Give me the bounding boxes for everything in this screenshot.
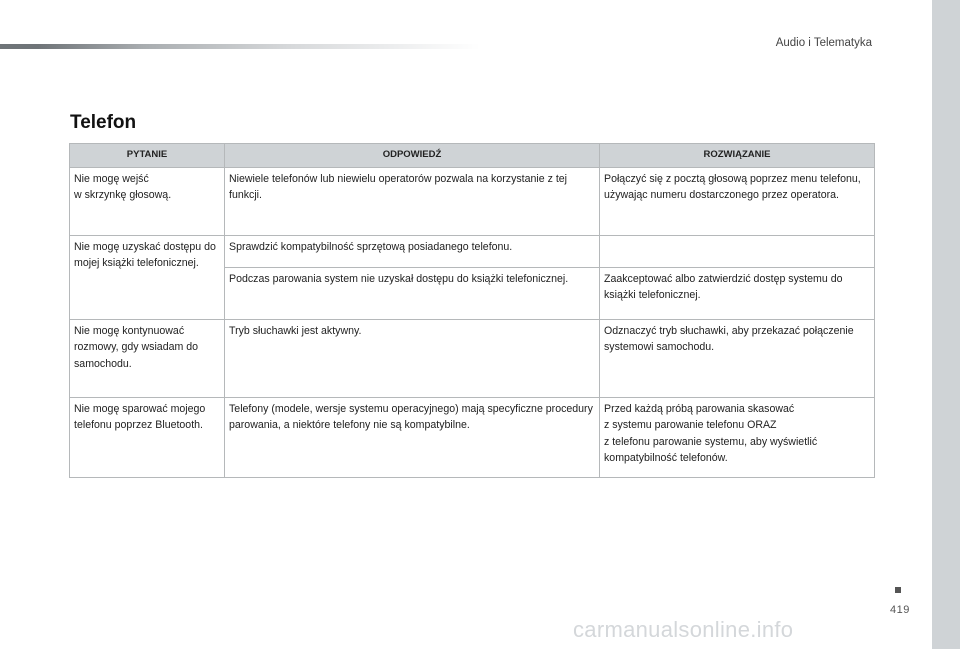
solution-text: Odznaczyć tryb słuchawki, aby przekazać połączenie systemowi samochodu. [604, 324, 854, 353]
question-cell [70, 235, 225, 319]
answer-cell [225, 267, 600, 319]
solution-cell [600, 167, 875, 235]
question-text: Nie mogę wejść w skrzynkę głosową. [74, 172, 172, 201]
column-header-solution: ROZWIĄZANIE [600, 144, 875, 168]
page-marker-square [895, 587, 901, 593]
column-header-answer: ODPOWIEDŹ [225, 144, 600, 168]
table-row [70, 235, 875, 267]
answer-cell [225, 167, 600, 235]
solution-cell [600, 267, 875, 319]
faq-table [69, 143, 875, 478]
table-row [70, 319, 875, 397]
header-gradient-bar [0, 44, 480, 49]
answer-text: Sprawdzić kompatybilność sprzętową posiadanego telefonu. [229, 240, 513, 253]
answer-text: Telefony (modele, wersje systemu operacyjnego) mają specyficzne procedury parowania, a niektóre telefony nie są kompatybilne. [229, 402, 593, 431]
answer-cell [225, 235, 600, 267]
right-margin-strip [932, 0, 960, 649]
page-number: 419 [890, 604, 910, 616]
answer-cell [225, 397, 600, 477]
answer-cell [225, 319, 600, 397]
question-cell [70, 397, 225, 477]
section-title: Audio i Telematyka [775, 37, 872, 49]
solution-cell [600, 235, 875, 267]
solution-text: Połączyć się z pocztą głosową poprzez menu telefonu, używając numeru dostarczonego przez operatora. [604, 172, 861, 201]
solution-text: Przed każdą próbą parowania skasować z systemu parowanie telefonu ORAZ z telefonu parowanie systemu, aby wyświetlić kompatybilność telefonów. [604, 402, 818, 464]
column-header-question: PYTANIE [70, 144, 225, 168]
solution-cell [600, 319, 875, 397]
page-title: Telefon [70, 112, 137, 133]
watermark: carmanualsonline.info [573, 617, 794, 642]
table-row [70, 397, 875, 477]
question-text: Nie mogę uzyskać dostępu do mojej książki telefonicznej. [74, 240, 216, 269]
solution-cell [600, 397, 875, 477]
table-row [70, 167, 875, 235]
solution-text: Zaakceptować albo zatwierdzić dostęp systemu do książki telefonicznej. [604, 272, 843, 301]
answer-text: Niewiele telefonów lub niewielu operatorów pozwala na korzystanie z tej funkcji. [229, 172, 568, 201]
question-cell [70, 167, 225, 235]
question-cell [70, 319, 225, 397]
question-text: Nie mogę kontynuować rozmowy, gdy wsiadam do samochodu. [74, 324, 199, 370]
answer-text: Tryb słuchawki jest aktywny. [229, 324, 362, 337]
answer-text: Podczas parowania system nie uzyskał dostępu do książki telefonicznej. [229, 272, 569, 285]
table-header-row [70, 144, 875, 168]
question-text: Nie mogę sparować mojego telefonu poprzez Bluetooth. [74, 402, 206, 431]
